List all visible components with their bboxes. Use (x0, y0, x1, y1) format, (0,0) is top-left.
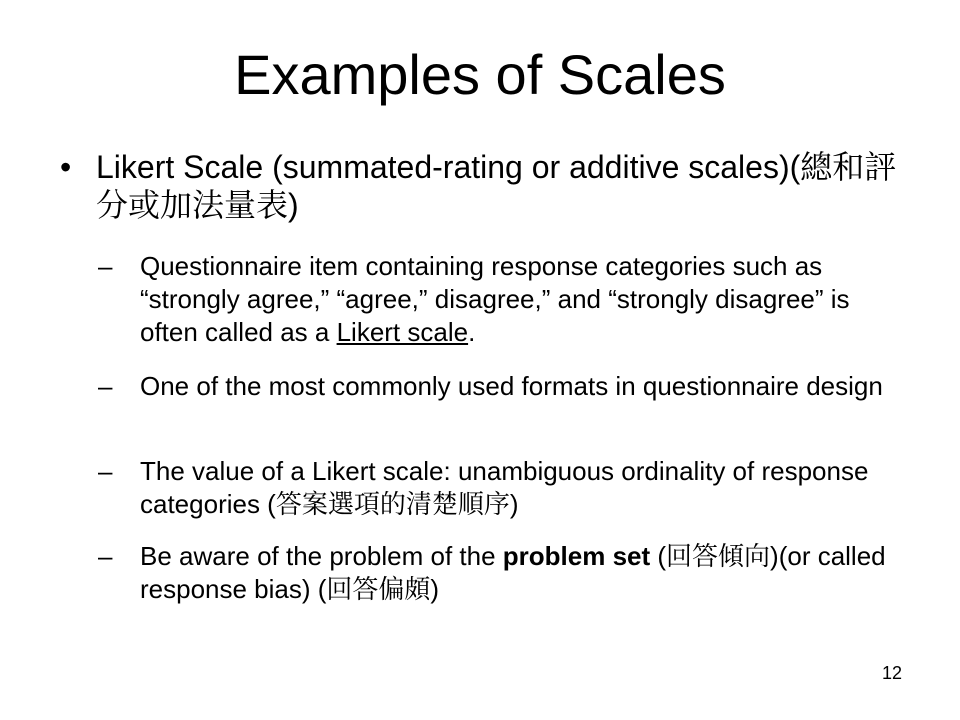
sub-bullet-3-text: The value of a Likert scale: unambiguous ordinality of response categories (答案選項的清楚順序) (140, 456, 869, 519)
page-number: 12 (881, 663, 902, 683)
main-bullet-text: Likert Scale (summated-rating or additive scales)(總和評分或加法量表) (96, 149, 897, 223)
dash-marker: – (98, 456, 113, 486)
sub-bullet-4-post: (回答傾向)(or called response bias) (回答偏頗) (140, 541, 886, 604)
sub-bullet-1-post: . (468, 317, 476, 347)
dash-marker: – (98, 371, 113, 401)
likert-scale-underlined: Likert scale (336, 317, 469, 347)
sub-bullet-2 (98, 370, 908, 403)
sub-bullet-2-text: One of the most commonly used formats in questionnaire design (140, 371, 883, 401)
sub-bullet-4-pre: Be aware of the problem of the (140, 541, 503, 571)
sub-bullet-1-pre: Questionnaire item containing response categories such as “strongly agree,” “agree,” disagree,” and “strongly disagree” is often called as a (140, 251, 850, 347)
sub-bullet-1 (98, 250, 908, 349)
dash-marker: – (98, 541, 113, 571)
dash-marker: – (98, 251, 113, 281)
sub-bullet-4-text (140, 540, 908, 606)
problem-set-bold: problem set (502, 541, 651, 571)
bullet-marker: • (60, 149, 72, 185)
sub-bullet-3 (98, 455, 908, 521)
slide-title: Examples of Scales (234, 43, 726, 106)
main-bullet (60, 148, 920, 224)
sub-bullet-4 (98, 540, 908, 606)
sub-bullet-1-text (140, 250, 908, 349)
